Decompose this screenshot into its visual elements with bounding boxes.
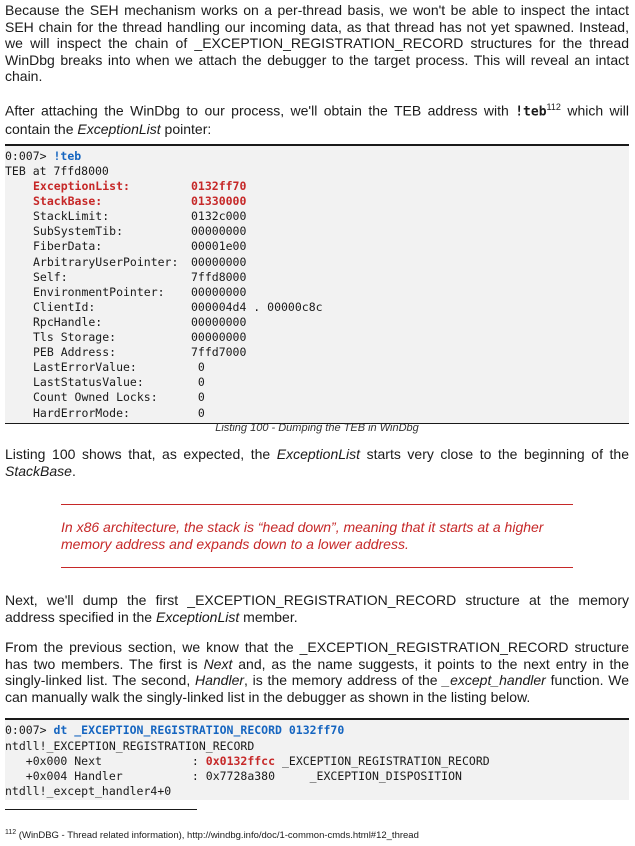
teb-field-name: FiberData: bbox=[33, 239, 103, 254]
teb-field-value: 7ffd8000 bbox=[191, 269, 247, 284]
note-bottom-rule bbox=[61, 567, 573, 568]
teb-field-name: SubSystemTib: bbox=[33, 224, 124, 239]
teb-field-value: 00000000 bbox=[191, 314, 247, 329]
paragraph-exceptionlist-note: Listing 100 shows that, as expected, the ExceptionList starts very close to the beginning of the StackBase. bbox=[5, 446, 629, 479]
teb-field-value: 7ffd7000 bbox=[191, 345, 247, 360]
teb-field-name: StackLimit: bbox=[33, 209, 110, 224]
teb-field-value: 0 bbox=[191, 390, 205, 405]
teb-field-name: HardErrorMode: bbox=[33, 405, 130, 420]
teb-field-name: PEB Address: bbox=[33, 345, 117, 360]
paragraph-record-members: From the previous section, we know that the _EXCEPTION_REGISTRATION_RECORD structure has two members. The first is Next and, as the name suggests, it points to the next entry in the singly-linked list. The second, Handler, is the memory address of the _except_handler function. We can manually walk the singly-linked list in the debugger as shown in the listing below. bbox=[5, 639, 630, 705]
teb-field-name: StackBase: bbox=[33, 194, 103, 209]
handler-member-line: +0x004 Handler : 0x7728a380 _EXCEPTION_DISPOSITION bbox=[5, 769, 462, 783]
teb-field-name: ExceptionList: bbox=[33, 179, 130, 193]
teb-field-value: 0 bbox=[191, 405, 205, 420]
paragraph-seh-intro: Because the SEH mechanism works on a per-thread basis, we won't be able to inspect the intact SEH chain for the thread handling our incoming data, as that thread has not yet spawned. Instead, we will inspect the chain of _EXCEPTION_REGISTRATION_RECORD structures for the thread WinDbg breaks into when we attach the debugger to the target process. This will reveal an intact chain. bbox=[5, 2, 629, 84]
handler-symbol-line: ntdll!_except_handler4+0 bbox=[5, 784, 172, 798]
teb-field-value: 0 bbox=[191, 375, 205, 390]
note-top-rule bbox=[61, 504, 573, 505]
teb-field-name: ArbitraryUserPointer: bbox=[33, 254, 179, 269]
prompt-line: 0:007> !teb bbox=[5, 149, 82, 163]
listing-100-code bbox=[5, 144, 629, 424]
footnote-ref[interactable]: 112 bbox=[546, 102, 561, 112]
paragraph-dump-record: Next, we'll dump the first _EXCEPTION_REGISTRATION_RECORD structure at the memory address specified in the ExceptionList member. bbox=[5, 592, 629, 625]
teb-field-name: Count Owned Locks: bbox=[33, 390, 158, 405]
teb-field-value: 00000000 bbox=[191, 284, 247, 299]
teb-header-line: TEB at 7ffd8000 bbox=[5, 164, 109, 178]
next-member-line: +0x000 Next : 0x0132ffcc _EXCEPTION_REGISTRATION_RECORD bbox=[5, 754, 490, 768]
teb-field-name: LastStatusValue: bbox=[33, 375, 144, 390]
teb-field-value: 00000000 bbox=[191, 330, 247, 344]
listing-100-caption: Listing 100 - Dumping the TEB in WinDbg bbox=[215, 422, 419, 434]
teb-field-value: 000004d4 . 00000c8c bbox=[191, 299, 323, 314]
teb-field-name: Self: bbox=[33, 269, 68, 284]
dt-prompt-line: 0:007> dt _EXCEPTION_REGISTRATION_RECORD 0132ff70 bbox=[5, 723, 345, 737]
teb-field-value: 00000000 bbox=[191, 254, 247, 269]
teb-command-inline: !teb bbox=[515, 104, 547, 120]
next-pointer-value: 0x0132ffcc bbox=[205, 754, 276, 768]
footnote-112: $^{112}$ (WinDBG - Thread related information), http://windbg.info/doc/1-common-cmds.html#12_thread bbox=[5, 829, 419, 842]
teb-field-value: 01330000 bbox=[191, 194, 247, 209]
paragraph-teb-intro: After attaching the WinDbg to our process, we'll obtain the TEB address with !teb$^{112}$ which will contain the ExceptionList pointer: bbox=[5, 102, 629, 138]
record-type-line: ntdll!_EXCEPTION_REGISTRATION_RECORD bbox=[5, 739, 255, 753]
footnote-separator bbox=[5, 809, 197, 810]
teb-field-name: RpcHandle: bbox=[33, 314, 103, 329]
listing-101-code bbox=[5, 718, 629, 800]
teb-field-name: EnvironmentPointer: bbox=[33, 284, 165, 299]
teb-field-name: ClientId: bbox=[33, 299, 96, 314]
teb-field-value: 0132c000 bbox=[191, 209, 247, 224]
teb-field-name: LastErrorValue: bbox=[33, 360, 137, 375]
teb-field-value: 0132ff70 bbox=[191, 179, 247, 193]
teb-field-value: 0 bbox=[191, 360, 205, 375]
teb-field-name: Tls Storage: bbox=[33, 330, 117, 344]
stack-direction-note: In x86 architecture, the stack is “head down”, meaning that it starts at a higher memory address and expands down to a lower address. bbox=[61, 519, 544, 552]
teb-field-value: 00001e00 bbox=[191, 239, 247, 254]
teb-field-value: 00000000 bbox=[191, 224, 247, 239]
